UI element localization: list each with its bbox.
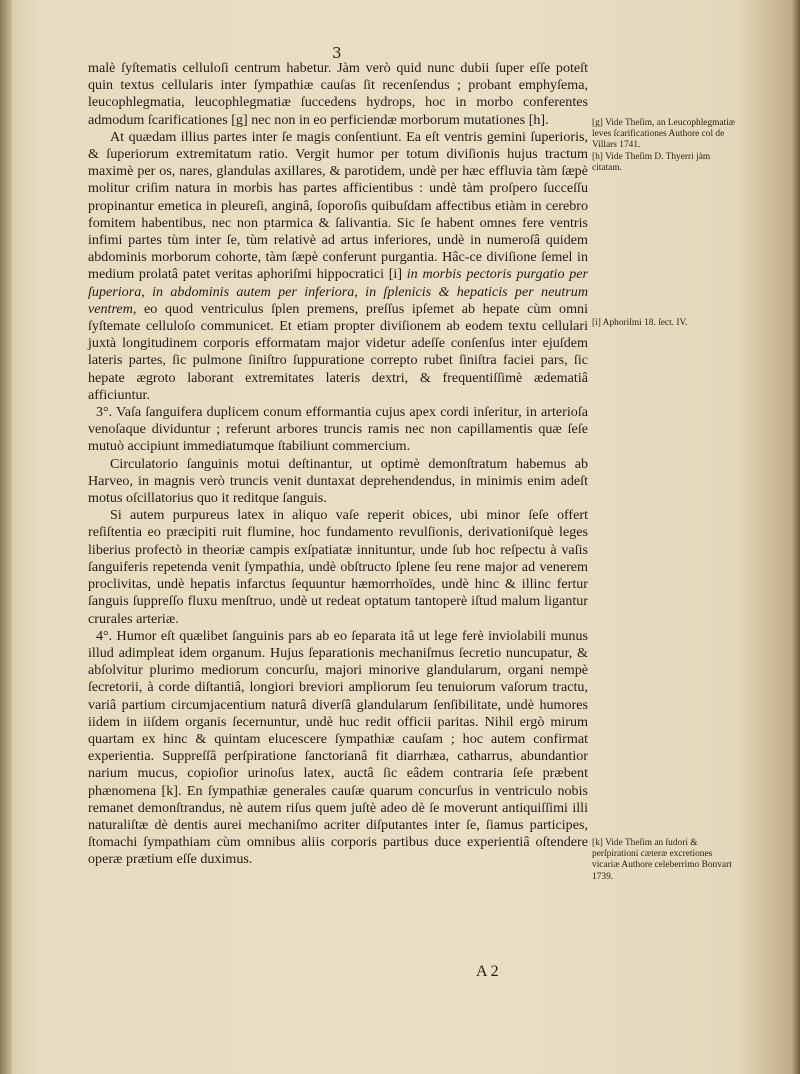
marginal-notes-g-h: [592, 118, 742, 174]
paragraph-1: malè ſyſtematis celluloſi centrum habetur. Jàm verò quid nunc dubii ſuper eſſe poteſt quin textus cellularis inter ſympathiæ cauſas ſit recenſendus ; probant emphyſema, leucophlegmatia, leucophlegmatiæ ſuccedens hydrops, hoc in morbo conferentes admodum ſcarificationes [g] nec non in eo perficiendæ morborum mutationes [h].: [88, 60, 588, 128]
margin-note-i: [i] Aphoriſmi 18. ſect. IV.: [592, 318, 688, 328]
paragraph-2-part-b: , eo quod ventriculus ſplen premens, preſſus ipſemet ab hepate cùm omni ſyſtemate celluloſo communicet. Et etiam propter diviſionem ab eodem textu cellulari juxtà longitudinem corporis efformatam major videtur adeſſe conſenſus inter ejuſdem lateris partes, ſic pulmone ſiniſtro ſuppuratione correpto rubet ſiniſtra faciei pars, ſic hepate ægroto laborant extremitates lateris dextri, & frequentiſſimè ædematiâ afficiuntur.: [88, 300, 588, 403]
margin-note-k: [k] Vide Theſim an ſudori & perſpirationi cæteræ excretiones vicariæ Authore celeberrimo Bonvart 1739.: [592, 838, 732, 882]
margin-note-h: [h] Vide Theſim D. Thyerri jàm citatam.: [592, 151, 711, 173]
paragraph-3: 3°. Vaſa ſanguifera duplicem conum efformantia cujus apex cordi inſeritur, in arterioſa venoſaque dividuntur ; referunt arbores truncis ramis nec non capillamentis quæ ſeſe mutuò accipiunt immediatumque ſtabiliunt commercium.: [88, 404, 588, 455]
signature-mark: A 2: [476, 963, 499, 980]
paragraph-5: Si autem purpureus latex in aliquo vaſe reperit obices, ubi minor ſeſe offert reſiſtentia eo præcipiti ruit flumine, hoc fundamento revulſionis, derivationiſquè leges liberius profectò in theoriæ campis exſpatiatæ innituntur, unde ſub hoc reſpectu à vaſis ſanguiferis repetenda venit ſympathia, undè obſtructo ſplene ſeu rene major ad venerem proclivitas, undè hepatis infarctus ſequuntur hæmorrhoïdes, undè hinc & illinc fertur ſanguis ſuppreſſo fluxu menſtruo, undè ut redeat optatum tantoperè iſtud malum ligantur crurales arteriæ.: [88, 507, 588, 627]
aphorism-quote: in morbis pectoris purgatio per ſuperiora, in abdominis autem per inferiora, in ſplenicis & hepaticis per neutrum ventrem: [88, 266, 588, 317]
page-number: 3: [332, 44, 342, 62]
paragraph-4: Circulatorio ſanguinis motui deſtinantur, ut optimè demonſtratum habemus ab Harveo, in magnis verò truncis venit duntaxat deprehendendus, in minimis enim adeſt motus oſcillatorius quo it reditque ſanguis.: [88, 455, 588, 507]
page-gutter-shadow: [0, 0, 12, 1074]
main-text-column: [88, 60, 588, 869]
paragraph-2-part-a: At quædam illius partes inter ſe magis conſentiunt. Ea eſt ventris gemini ſuperioris, & ſuperiorum extremitatum ratio. Vergit humor per totum diviſionis hujus tractum maximè per os, nares, glandulas axillares, & parotidem, undè per hæc effluvia tàm ſæpè molitur criſim natura in morbis has partes afficientibus : undè tàm proſpero ſucceſſu propinantur emetica in pleureſi, anginâ, ſoporoſis quibuſdam affectibus etiàm in cerebro fomitem habentibus, nec non ptarmica & ſalivantia. Sic ſe habent omnes fere ventris infimi partes tùm inter ſe, tùm relativè ad artus inferiores, undè in numeroſâ quidem abdominis morborum cohorte, tàm ſæpè conferunt purgantia. Hâc-ce diviſione ſemel in medium prolatâ patet veritas aphoriſmi hippocratici [i]: [88, 128, 588, 283]
page-edge-shadow: [790, 0, 800, 1074]
paragraph-6: 4°. Humor eſt quælibet ſanguinis pars ab eo ſeparata itâ ut lege ferè inviolabili munus illud adimpleat idem organum. Hujus ſeparationis mechaniſmus ſecretio nuncupatur, & abſolvitur plurimo mediorum concurſu, majori minorive glandularum, organi nempè ſecretorii, à corde diſtantiâ, longiori breviori ampliorum ſeu tenuiorum vaſorum tractu, variâ partium circumjacentium naturâ diverſâ glandularum ſenſibilitate, undè humores iidem in iiſdem organis ſecernuntur, undè huc redit officii paritas. Nihil ergò mirum quartam ex hinc & quintam elucescere ſympathiæ cauſam ; hoc autem confirmat experientia. Suppreſſâ perſpiratione ſanctorianâ fit diarrhæa, catharrus, abundantior narium mucus, copioſior urinoſus latex, auctâ ſic eâdem contraria ſeſe præbent phænomena [k]. En ſympathiæ generales cauſæ quarum concurſus in ventriculo nobis remanet demonſtrandus, nè autem riſus quem juſtè adeo dè ſe moverunt antiquiſſimi illi naturaliſtæ dè dentis aurei mechaniſmo acriter diſputantes inter ſe, ſiamus participes, ſtomachi ſympathiam cùm omnibus aliis corporis partibus duce experientiâ oſtendere operæ prætium eſſe duximus.: [88, 627, 588, 868]
margin-note-g: [g] Vide Theſim, an Leucophlegmatiæ leves ſcarificationes Authore col de Villars 1741.: [592, 118, 736, 151]
paragraph-2: [88, 129, 588, 404]
